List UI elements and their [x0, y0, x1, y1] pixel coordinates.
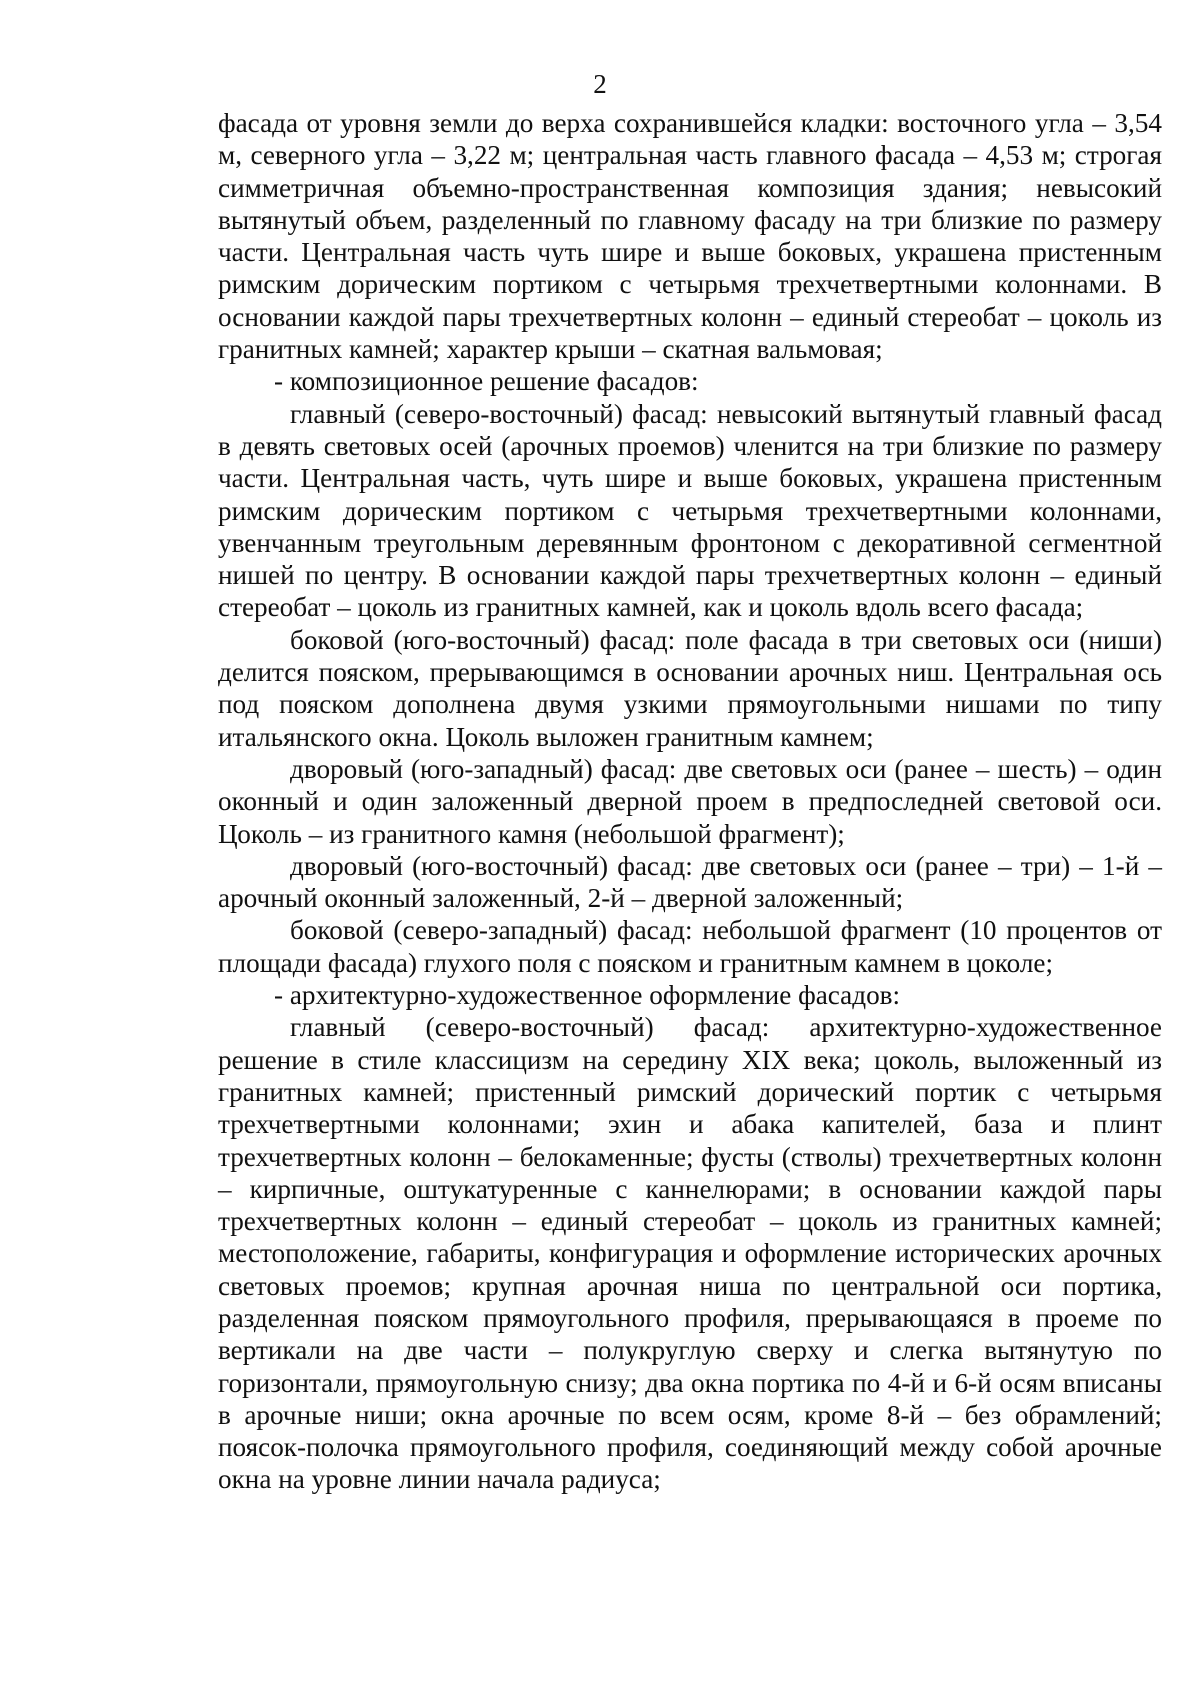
section-heading-decoration: - архитектурно-художественное оформление фасадов: [274, 980, 901, 1011]
page-number: 2 [593, 69, 607, 99]
paragraph-yard-facade-southeast: дворовый (юго-восточный) фасад: две световых оси (ранее – три) – 1-й – арочный оконный заложенный, 2-й – дверной заложенный; [218, 850, 1162, 914]
paragraph-yard-facade-southwest: дворовый (юго-западный) фасад: две световых оси (ранее – шесть) – один оконный и один заложенный дверной проем в предпоследней световой оси. Цоколь – из гранитного камня (небольшой фрагмент); [218, 753, 1162, 849]
paragraph-main-facade-composition: главный (северо-восточный) фасад: невысокий вытянутый главный фасад в девять световых осей (арочных проемов) членится на три близкие по размеру части. Центральная часть, чуть шире и выше боковых, украшена пристенным римским дорическим портиком с четырьмя трехчетвертными колоннами, увенчанным треугольным деревянным фронтоном с декоративной сегментной нишей по центру. В основании каждой пары трехчетвертных колонн – единый стереобат – цоколь из гранитных камней, как и цоколь вдоль всего фасада; [218, 398, 1162, 623]
paragraph-continuation: фасада от уровня земли до верха сохранившейся кладки: восточного угла – 3,54 м, северного угла – 3,22 м; центральная часть главного фасада – 4,53 м; строгая симметричная объемно-пространственная композиция здания; невысокий вытянутый объем, разделенный по главному фасаду на три близкие по размеру части. Центральная часть чуть шире и выше боковых, украшена пристенным римским дорическим портиком с четырьмя трехчетвертными колоннами. В основании каждой пары трехчетвертных колонн – единый стереобат – цоколь из гранитных камней; характер крыши – скатная вальмовая; [218, 108, 1162, 365]
paragraph-side-facade-northwest: боковой (северо-западный) фасад: небольшой фрагмент (10 процентов от площади фасада) глухого поля с пояском и гранитным камнем в цоколе; [218, 915, 1162, 978]
paragraph-main-facade-decoration: главный (северо-восточный) фасад: архитектурно-художественное решение в стиле классицизм на середину XIX века; цоколь, выложенный из гранитных камней; пристенный римский дорический портик с четырьмя трехчетвертными колоннами; эхин и абака капителей, база и плинт трехчетвертных колонн – белокаменные; фусты (стволы) трехчетвертных колонн – кирпичные, оштукатуренные с каннелюрами; в основании каждой пары трехчетвертных колонн – единый стереобат – цоколь из гранитных камней; местоположение, габариты, конфигурация и оформление исторических арочных световых проемов; крупная арочная ниша по центральной оси портика, разделенная пояском прямоугольного профиля, прерывающаяся в проеме по вертикали на две части – полукруглую сверху и слегка вытянутую по горизонтали, прямоугольную снизу; два окна портика по 4-й и 6-й осям вписаны в арочные ниши; окна арочные по всем осям, кроме 8-й – без обрамлений; поясок-полочка прямоугольного профиля, соединяющий между собой арочные окна на уровне линии начала радиуса; [218, 1012, 1162, 1495]
paragraph-side-facade-southeast: боковой (юго-восточный) фасад: поле фасада в три световых оси (ниши) делится пояском, прерывающимся в основании арочных ниш. Центральная ось под пояском дополнена двумя узкими прямоугольными нишами по типу итальянского окна. Цоколь выложен гранитным камнем; [218, 624, 1162, 752]
document-body [218, 107, 1162, 1496]
section-heading-composition: - композиционное решение фасадов: [274, 366, 699, 397]
